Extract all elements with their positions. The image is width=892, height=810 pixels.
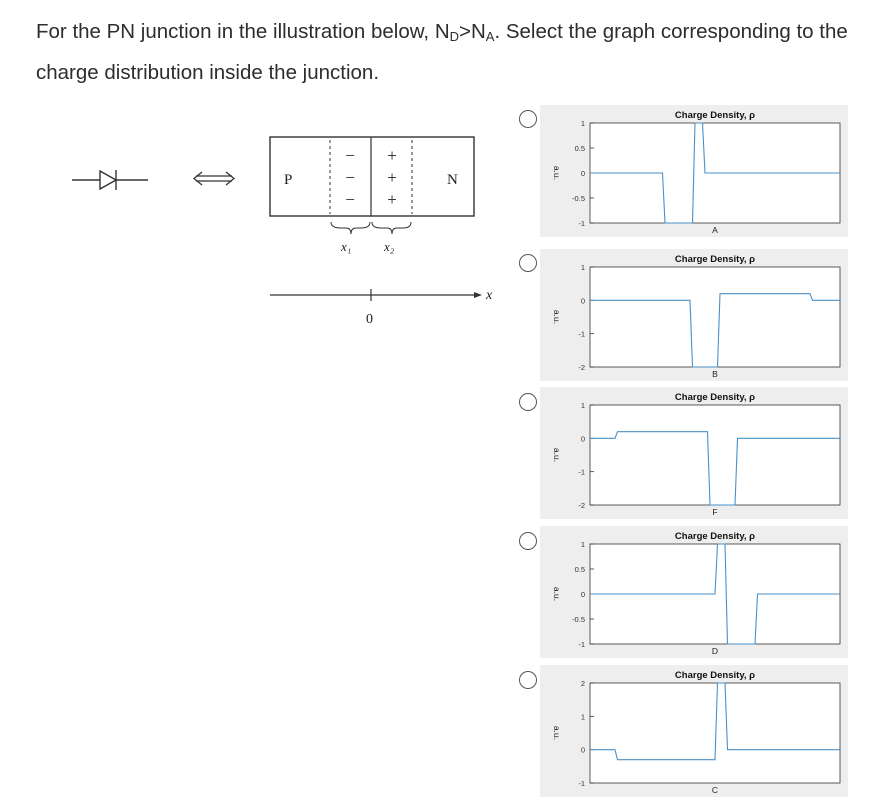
y-axis-label: a.u.	[552, 586, 562, 602]
y-tick-label: -1	[578, 640, 585, 649]
chart-caption: A	[712, 225, 718, 235]
chart-svg-option-f	[540, 387, 848, 519]
y-tick-label: -2	[578, 363, 585, 372]
chart-title: Charge Density, ρ	[674, 670, 756, 681]
y-tick-label: 1	[580, 401, 585, 410]
y-tick-label: 1	[580, 119, 585, 128]
chart-caption: B	[712, 369, 718, 379]
y-tick-label: -1	[578, 779, 585, 788]
origin-label: 0	[366, 312, 373, 327]
y-tick-label: -0.5	[572, 615, 585, 624]
y-tick-label: 0	[580, 169, 585, 178]
plot-area	[590, 683, 840, 783]
y-tick-label: 0.5	[574, 565, 585, 574]
question-text	[36, 14, 866, 91]
chart-title: Charge Density, ρ	[674, 392, 756, 403]
question-gt: >N	[459, 20, 486, 43]
radio-option-d[interactable]	[519, 532, 537, 550]
chart-caption: D	[711, 646, 719, 656]
chart-title: Charge Density, ρ	[674, 254, 756, 265]
x2-label: x₂	[384, 239, 395, 254]
radio-option-a[interactable]	[519, 110, 537, 128]
x-axis	[270, 289, 482, 301]
plus-sign: +	[387, 190, 397, 209]
y-axis-label: a.u.	[552, 447, 562, 463]
chart-option-b	[540, 249, 848, 381]
axis-label: x	[486, 288, 493, 303]
y-tick-label: 0	[580, 434, 585, 444]
question-part1: For the PN junction in the illustration below, N	[36, 20, 450, 43]
radio-option-c[interactable]	[519, 671, 537, 689]
question-part2: . Select the graph corresponding to the charge distribution inside the junction.	[36, 20, 848, 84]
chart-caption: C	[711, 785, 719, 795]
double-arrow-icon	[194, 172, 234, 185]
plus-sign: +	[387, 168, 397, 187]
minus-sign: −	[345, 190, 355, 209]
plus-sign: +	[387, 146, 397, 165]
y-tick-label: 0.5	[574, 144, 585, 153]
plot-area	[590, 267, 840, 367]
y-tick-label: 2	[580, 679, 585, 688]
y-tick-label: 1	[580, 540, 585, 549]
y-axis-label: a.u.	[552, 725, 562, 741]
minus-sign: −	[345, 146, 355, 165]
chart-title: Charge Density, ρ	[674, 531, 756, 542]
radio-option-b[interactable]	[519, 254, 537, 272]
chart-option-f	[540, 387, 848, 519]
n-region-label: N	[447, 172, 458, 188]
x1-label: x₁	[341, 239, 352, 254]
subscript-d: D	[449, 29, 460, 44]
brace-x2	[372, 222, 411, 234]
y-tick-label: -0.5	[572, 194, 585, 203]
radio-option-f[interactable]	[519, 393, 537, 411]
plot-area	[590, 405, 840, 505]
y-tick-label: -1	[578, 467, 585, 477]
chart-option-c	[540, 665, 848, 797]
y-tick-label: 0	[580, 590, 585, 599]
y-tick-label: -1	[578, 219, 585, 228]
subscript-a: A	[485, 29, 495, 44]
diode-icon	[72, 170, 148, 190]
chart-caption: F	[712, 507, 718, 517]
y-tick-label: 1	[580, 263, 585, 272]
chart-title: Charge Density, ρ	[674, 110, 756, 121]
chart-svg-option-c	[540, 665, 848, 797]
p-region-label: P	[284, 172, 293, 188]
chart-option-a	[540, 105, 848, 237]
minus-sign: −	[345, 168, 355, 187]
y-axis-label: a.u.	[552, 309, 562, 325]
y-tick-label: -2	[578, 501, 585, 510]
chart-svg-option-a	[540, 105, 848, 237]
y-tick-label: 0	[580, 296, 585, 306]
chart-svg-option-d	[540, 526, 848, 658]
y-tick-label: -1	[578, 329, 585, 339]
brace-x1	[331, 222, 370, 234]
chart-option-d	[540, 526, 848, 658]
y-tick-label: 1	[580, 712, 585, 722]
junction-box	[270, 137, 474, 216]
y-axis-label: a.u.	[552, 165, 562, 181]
y-tick-label: 0	[580, 745, 585, 755]
chart-svg-option-b	[540, 249, 848, 381]
